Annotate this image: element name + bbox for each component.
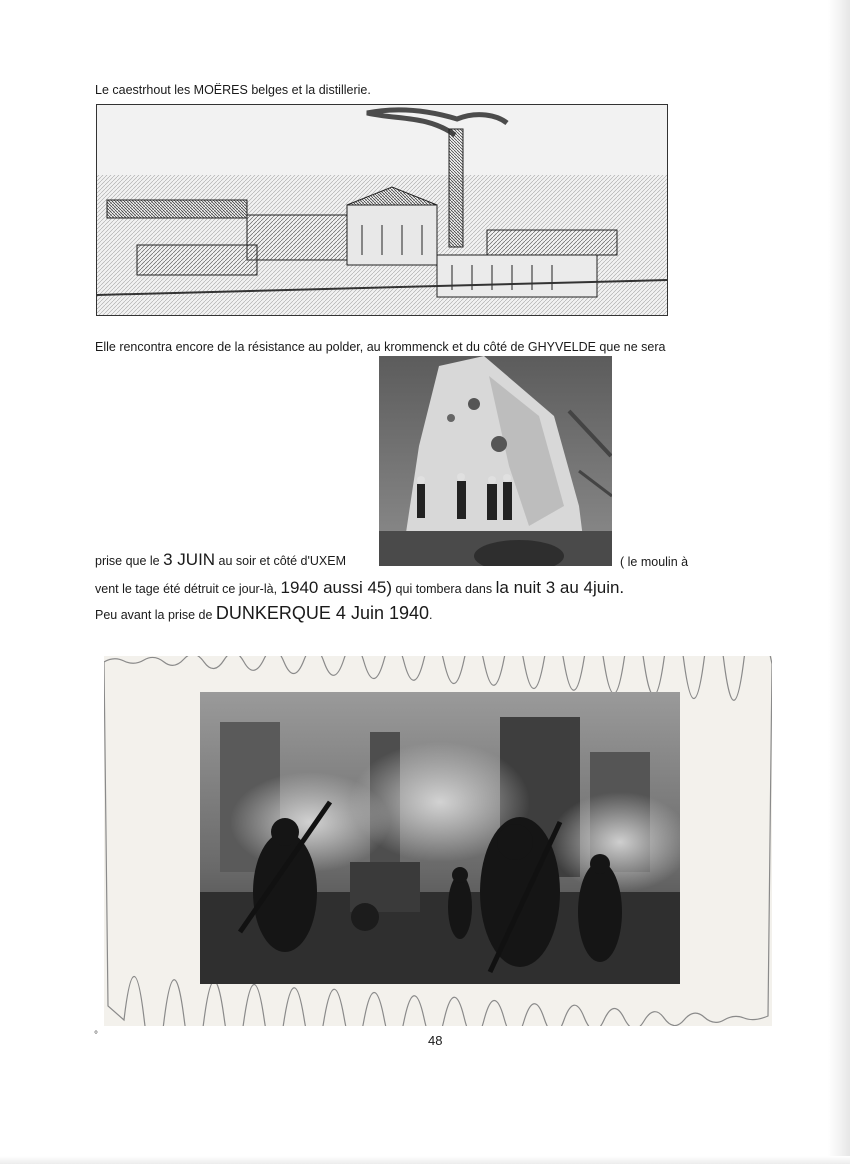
paragraph-line-4 (95, 603, 433, 625)
ruined-windmill-photo (379, 356, 612, 566)
dunkerque-date: DUNKERQUE 4 Juin 1940 (215, 603, 430, 623)
page-shadow-edge (828, 0, 850, 1164)
footer-bullet: ° (94, 1030, 98, 1041)
text-run: qui tombera dans (392, 582, 496, 596)
text-run: . (429, 608, 433, 622)
text-run: prise que le (95, 554, 164, 568)
date-3-juin: 3 JUIN (163, 550, 216, 569)
text-run: au soir et côté d'UXEM (215, 554, 346, 568)
night-text: la nuit 3 au 4juin. (495, 578, 625, 597)
factory-engraving-image (96, 104, 668, 316)
page-bottom-edge (0, 1156, 850, 1164)
text-run: Peu avant la prise de (95, 608, 216, 622)
year-text: 1940 aussi 45) (280, 578, 393, 597)
paragraph-line-3 (95, 578, 624, 598)
paragraph-line-2-end: ( le moulin à (620, 555, 689, 569)
paragraph-line-2 (95, 550, 346, 570)
soldiers-ruins-photo (200, 692, 680, 984)
text-run: vent le tage été détruit ce jour-là, (95, 582, 281, 596)
factory-caption: Le caestrhout les MOËRES belges et la distillerie. (95, 83, 371, 97)
page-number: 48 (428, 1033, 443, 1048)
paragraph-line-1: Elle rencontra encore de la résistance au polder, au krommenck et du côté de GHYVELDE que ne sera (95, 340, 666, 354)
